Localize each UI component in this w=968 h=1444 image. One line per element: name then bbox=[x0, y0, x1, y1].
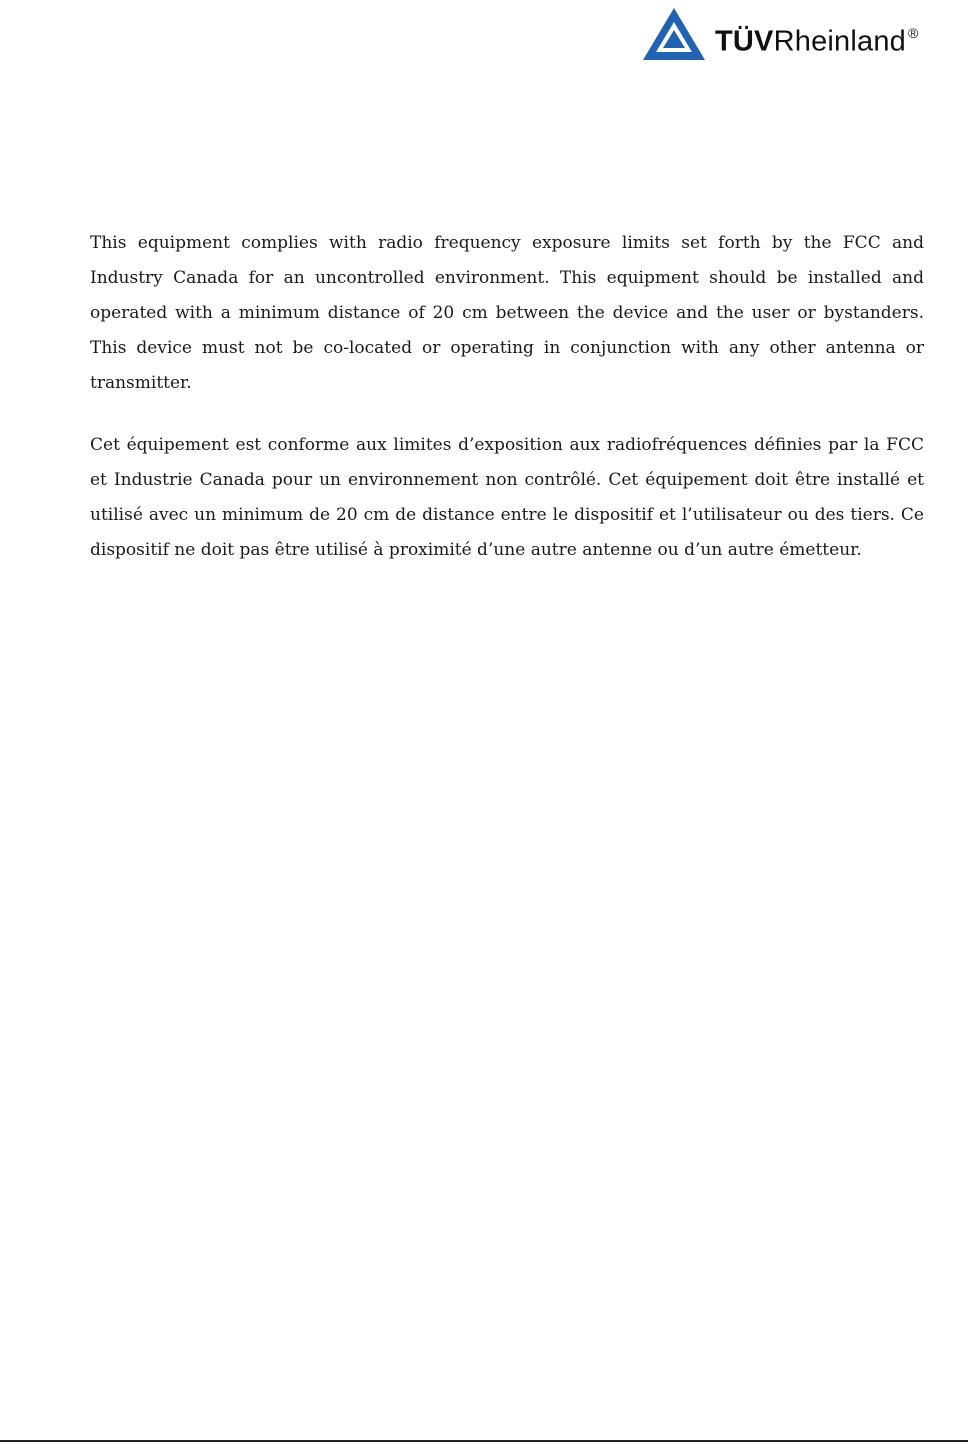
rf-exposure-notice-english: This equipment complies with radio frequency exposure limits set forth by the FCC and Industry Canada for an uncontrolled environment. This equipment should be installed and operated with a minimum distance of 20 cm between the device and the user or bystanders. This device must not be co-located or operating in conjunction with any other antenna or transmitter. bbox=[90, 233, 924, 393]
rf-exposure-notice-french: Cet équipement est conforme aux limites d’exposition aux radiofréquences définies par la FCC et Industrie Canada pour un environnement non contrôlé. Cet équipement doit être installé et utilisé avec un minimum de 20 cm de distance entre le dispositif et l’utilisateur ou des tiers. Ce dispositif ne doit pas être utilisé à proximité d’une autre antenne ou d’un autre émetteur. bbox=[90, 435, 924, 560]
page-bottom-divider bbox=[0, 1440, 968, 1442]
tuv-rheinland-logo bbox=[641, 6, 951, 62]
logo-wordmark bbox=[715, 18, 919, 59]
registered-mark: ® bbox=[908, 25, 919, 41]
tuv-triangle-icon bbox=[641, 6, 707, 62]
logo-text-regular: Rheinland bbox=[773, 25, 907, 58]
logo-text-bold: TÜV bbox=[715, 25, 774, 58]
